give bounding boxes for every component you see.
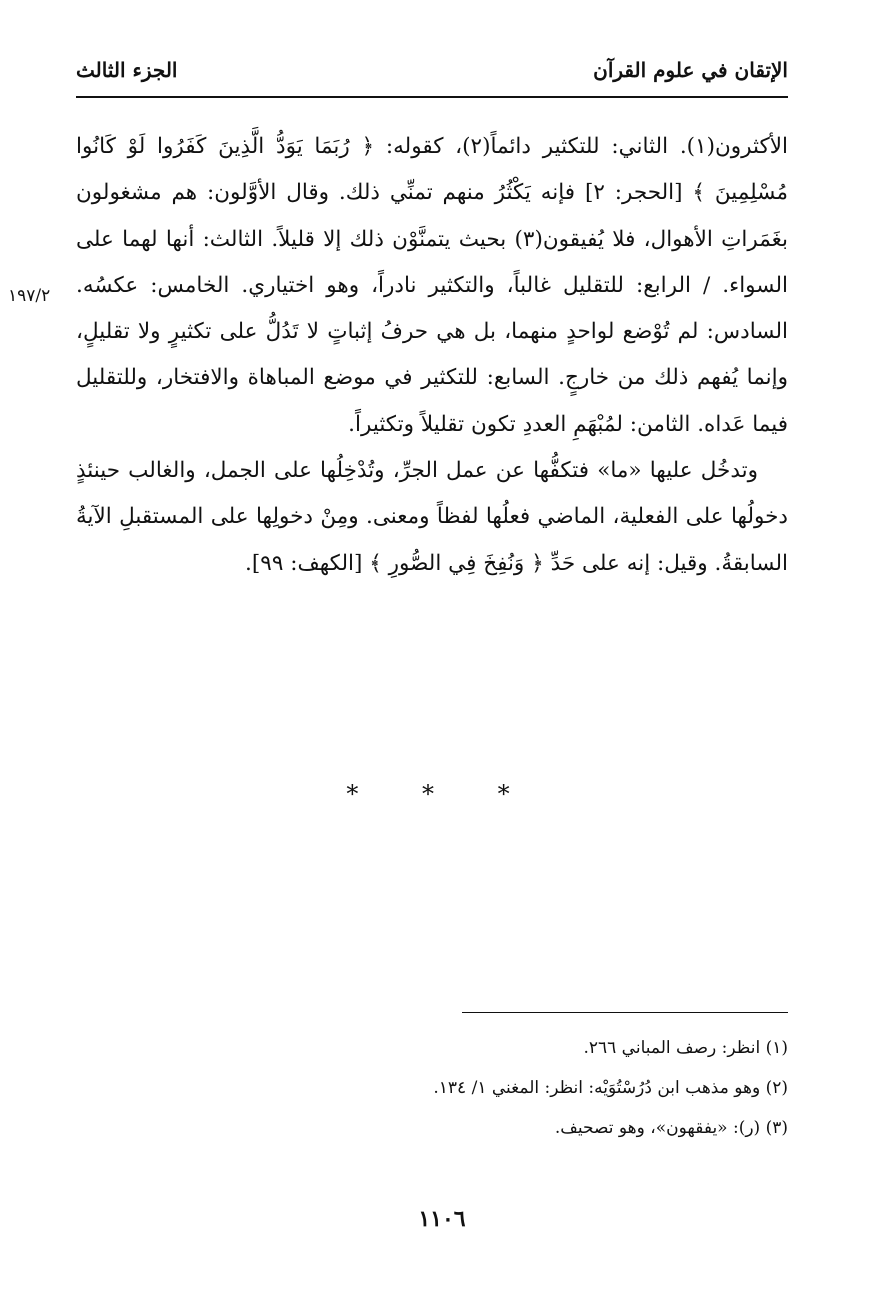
footnote-rule [462,1012,788,1013]
section-separator: * * * [346,780,538,808]
footnote: (٢) وهو مذهب ابن دُرُسْتُوَيْه: انظر: المغني ١/ ١٣٤. [433,1078,788,1098]
margin-page-reference: ١٩٧/٢ [8,286,51,306]
paragraph: الأكثرون(١). الثاني: للتكثير دائماً(٢)، كقوله: ﴿ رُبَمَا يَوَدُّ الَّذِينَ كَفَرُوا لَوْ كَانُوا مُسْلِمِينَ ﴾ [الحجر: ٢] فإنه يَكْثُرُ منهم تمنِّي ذلك. وقال الأوَّلون: هم مشغولون بغَمَراتِ الأهوال، فلا يُفيقون(٣) بحيث يتمنَّوْن ذلك إلا قليلاً. الثالث: أنها لهما على السواء. / الرابع: للتقليل غالباً، والتكثير نادراً، وهو اختياري. الخامس: عكسُه. السادس: لم تُوْضع لواحدٍ منهما، بل هي حرفُ إثباتٍ لا تَدُلُّ على تكثيرٍ ولا تقليلٍ، وإنما يُفهم ذلك من خارجٍ. السابع: للتكثير في موضع المباهاة والافتخار، وللتقليل فيما عَداه. الثامن: لمُبْهَمِ العددِ تكون تقليلاً وتكثيراً. [76,134,788,437]
paragraph: وتدخُل عليها «ما» فتكفُّها عن عمل الجرِّ، وتُدْخِلُها على الجمل، والغالب حينئذٍ دخولُها على الفعلية، الماضي فعلُها لفظاً ومعنى. ومِنْ دخولِها على المستقبلِ الآيةُ السابقةُ. وقيل: إنه على حَدِّ ﴿ وَنُفِخَ فِي الصُّورِ ﴾ [الكهف: ٩٩]. [76,458,788,576]
book-title: الإتقان في علوم القرآن [593,58,788,82]
running-header [76,52,788,98]
footnote: (٣) (ر): «يفقهون»، وهو تصحيف. [554,1118,788,1138]
main-text [76,124,788,587]
footnotes [76,1028,788,1148]
footnote: (١) انظر: رصف المباني ٢٦٦. [583,1038,788,1058]
page-number: ١١٠٦ [418,1206,466,1232]
volume-label: الجزء الثالث [76,58,178,82]
